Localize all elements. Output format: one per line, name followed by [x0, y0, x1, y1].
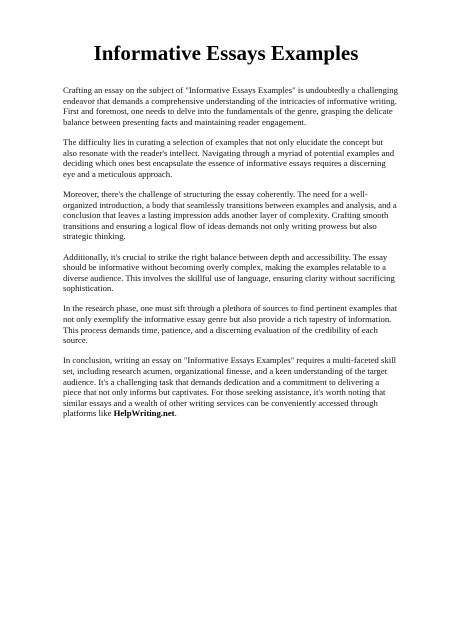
paragraph-4: Additionally, it's crucial to strike the right balance between depth and accessibility. The essay should be informative without becoming overly complex, making the examples relatable to a diverse audience. This involves the skillful use of language, ensuring clarity without sacrificing sophistication.: [63, 251, 395, 294]
paragraph-2: The difficulty lies in curating a selection of examples that not only elucidate the concept but also resonate with the reader's intellect. Navigating through a myriad of potential examples and deciding which ones best encapsulate the essence of informative essays requires a discerning eye and a meticulous approach.: [63, 136, 395, 179]
document-title: Informative Essays Examples: [93, 41, 359, 65]
paragraph-6: [63, 355, 399, 419]
document-body: [63, 85, 399, 429]
paragraph-6-text: In conclusion, writing an essay on "Informative Essays Examples" requires a multi-faceted skill set, including research acumen, organizational finesse, and a keen understanding of the target audience. It's a challenging task that demands dedication and a commitment to delivering a piece that not only informs but captivates. For those seeking assistance, it's worth noting that similar essays and a wealth of other writing services can be conveniently accessed through platforms like: [63, 355, 397, 419]
paragraph-1: Crafting an essay on the subject of "Informative Essays Examples" is undoubtedly a challenging endeavor that demands a comprehensive understanding of the intricacies of informative writing. First and foremost, one needs to delve into the fundamentals of the genre, grasping the delicate balance between presenting facts and maintaining reader engagement.: [63, 85, 398, 127]
paragraph-3: Moreover, there's the challenge of structuring the essay coherently. The need for a well-organized introduction, a body that seamlessly transitions between examples and analysis, and a conclusion that leaves a lasting impression adds another layer of complexity. Crafting smooth transitions and ensuring a logical flow of ideas demands not only writing prowess but also strategic thinking.: [63, 188, 397, 242]
final-period: .: [174, 408, 177, 419]
paragraph-5: In the research phase, one must sift through a plethora of sources to find pertinent examples that not only exemplify the informative essay genre but also provide a rich tapestry of information. This process demands time, patience, and a discerning evaluation of the credibility of each source.: [63, 303, 398, 346]
helpwriting-link[interactable]: HelpWriting.net: [113, 408, 175, 419]
